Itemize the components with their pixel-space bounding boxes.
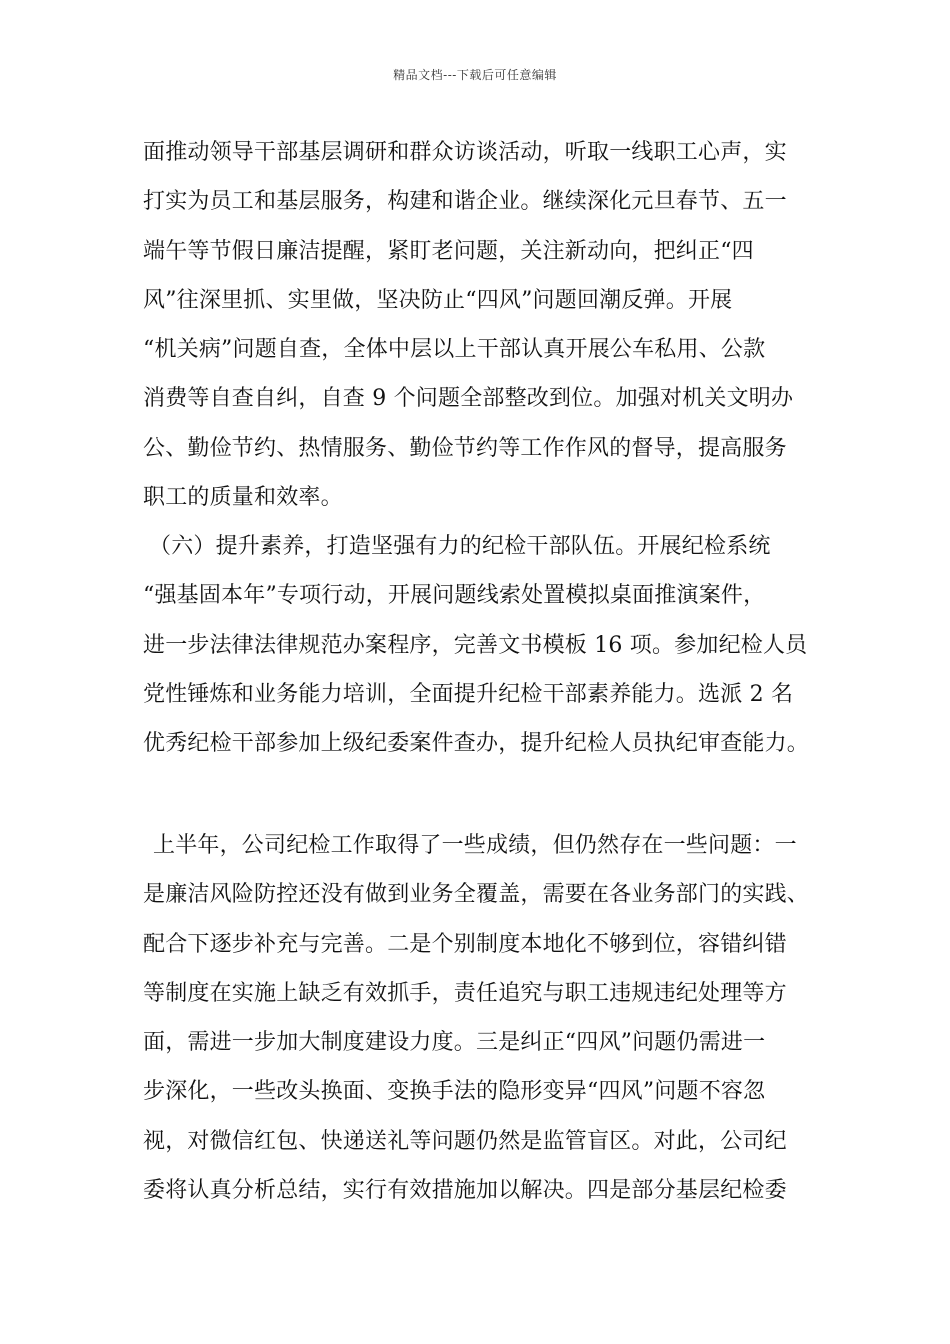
text-line: 视，对微信红包、快递送礼等问题仍然是监管盲区。对此，公司纪	[143, 1128, 787, 1154]
text-line: 面，需进一步加大制度建设力度。三是纠正“四风”问题仍需进一	[143, 1030, 766, 1056]
text-line: “机关病”问题自查，全体中层以上干部认真开展公车私用、公款	[143, 337, 766, 363]
text-line: 步深化，一些改头换面、变换手法的隐形变异“四风”问题不容忽	[143, 1079, 766, 1105]
text-line: 端午等节假日廉洁提醒，紧盯老问题，关注新动向，把纠正“四	[143, 238, 754, 264]
text-line: 是廉洁风险防控还没有做到业务全覆盖，需要在各业务部门的实践、	[143, 882, 810, 908]
text-line: 公、勤俭节约、热情服务、勤俭节约等工作作风的督导，提高服务	[143, 435, 787, 461]
text-line: 党性锤炼和业务能力培训，全面提升纪检干部素养能力。选派 2 名	[143, 681, 794, 707]
text-line: 进一步法律法律规范办案程序，完善文书模板 16 项。参加纪检人员	[143, 632, 808, 658]
text-line: 委将认真分析总结，实行有效措施加以解决。四是部分基层纪检委	[143, 1178, 787, 1204]
paragraph-1	[143, 128, 833, 522]
paragraph-2	[143, 522, 833, 768]
text-line: （六）提升素养，打造坚强有力的纪检干部队伍。开展纪检系统	[149, 534, 771, 559]
paragraph-3	[143, 821, 833, 1215]
text-line: 面推动领导干部基层调研和群众访谈活动，听取一线职工心声，实	[143, 140, 787, 165]
text-line: 优秀纪检干部参加上级纪委案件查办，提升纪检人员执纪审查能力。	[143, 731, 810, 757]
page-header: 精品文档---下载后可任意编辑	[393, 68, 557, 82]
text-line: “强基固本年”专项行动，开展问题线索处置模拟桌面推演案件，	[143, 583, 766, 609]
text-line: 上半年，公司纪检工作取得了一些成绩，但仍然存在一些问题：一	[153, 833, 797, 858]
text-line: 风”往深里抓、实里做，坚决防止“四风”问题回潮反弹。开展	[143, 287, 733, 313]
text-line: 打实为员工和基层服务，构建和谐企业。继续深化元旦春节、五一	[143, 189, 787, 215]
text-line: 职工的质量和效率。	[143, 485, 343, 511]
text-line: 配合下逐步补充与完善。二是个别制度本地化不够到位，容错纠错	[143, 931, 787, 957]
text-line: 消费等自查自纠，自查 9 个问题全部整改到位。加强对机关文明办	[143, 386, 794, 412]
text-line: 等制度在实施上缺乏有效抓手，责任追究与职工违规违纪处理等方	[143, 980, 787, 1006]
